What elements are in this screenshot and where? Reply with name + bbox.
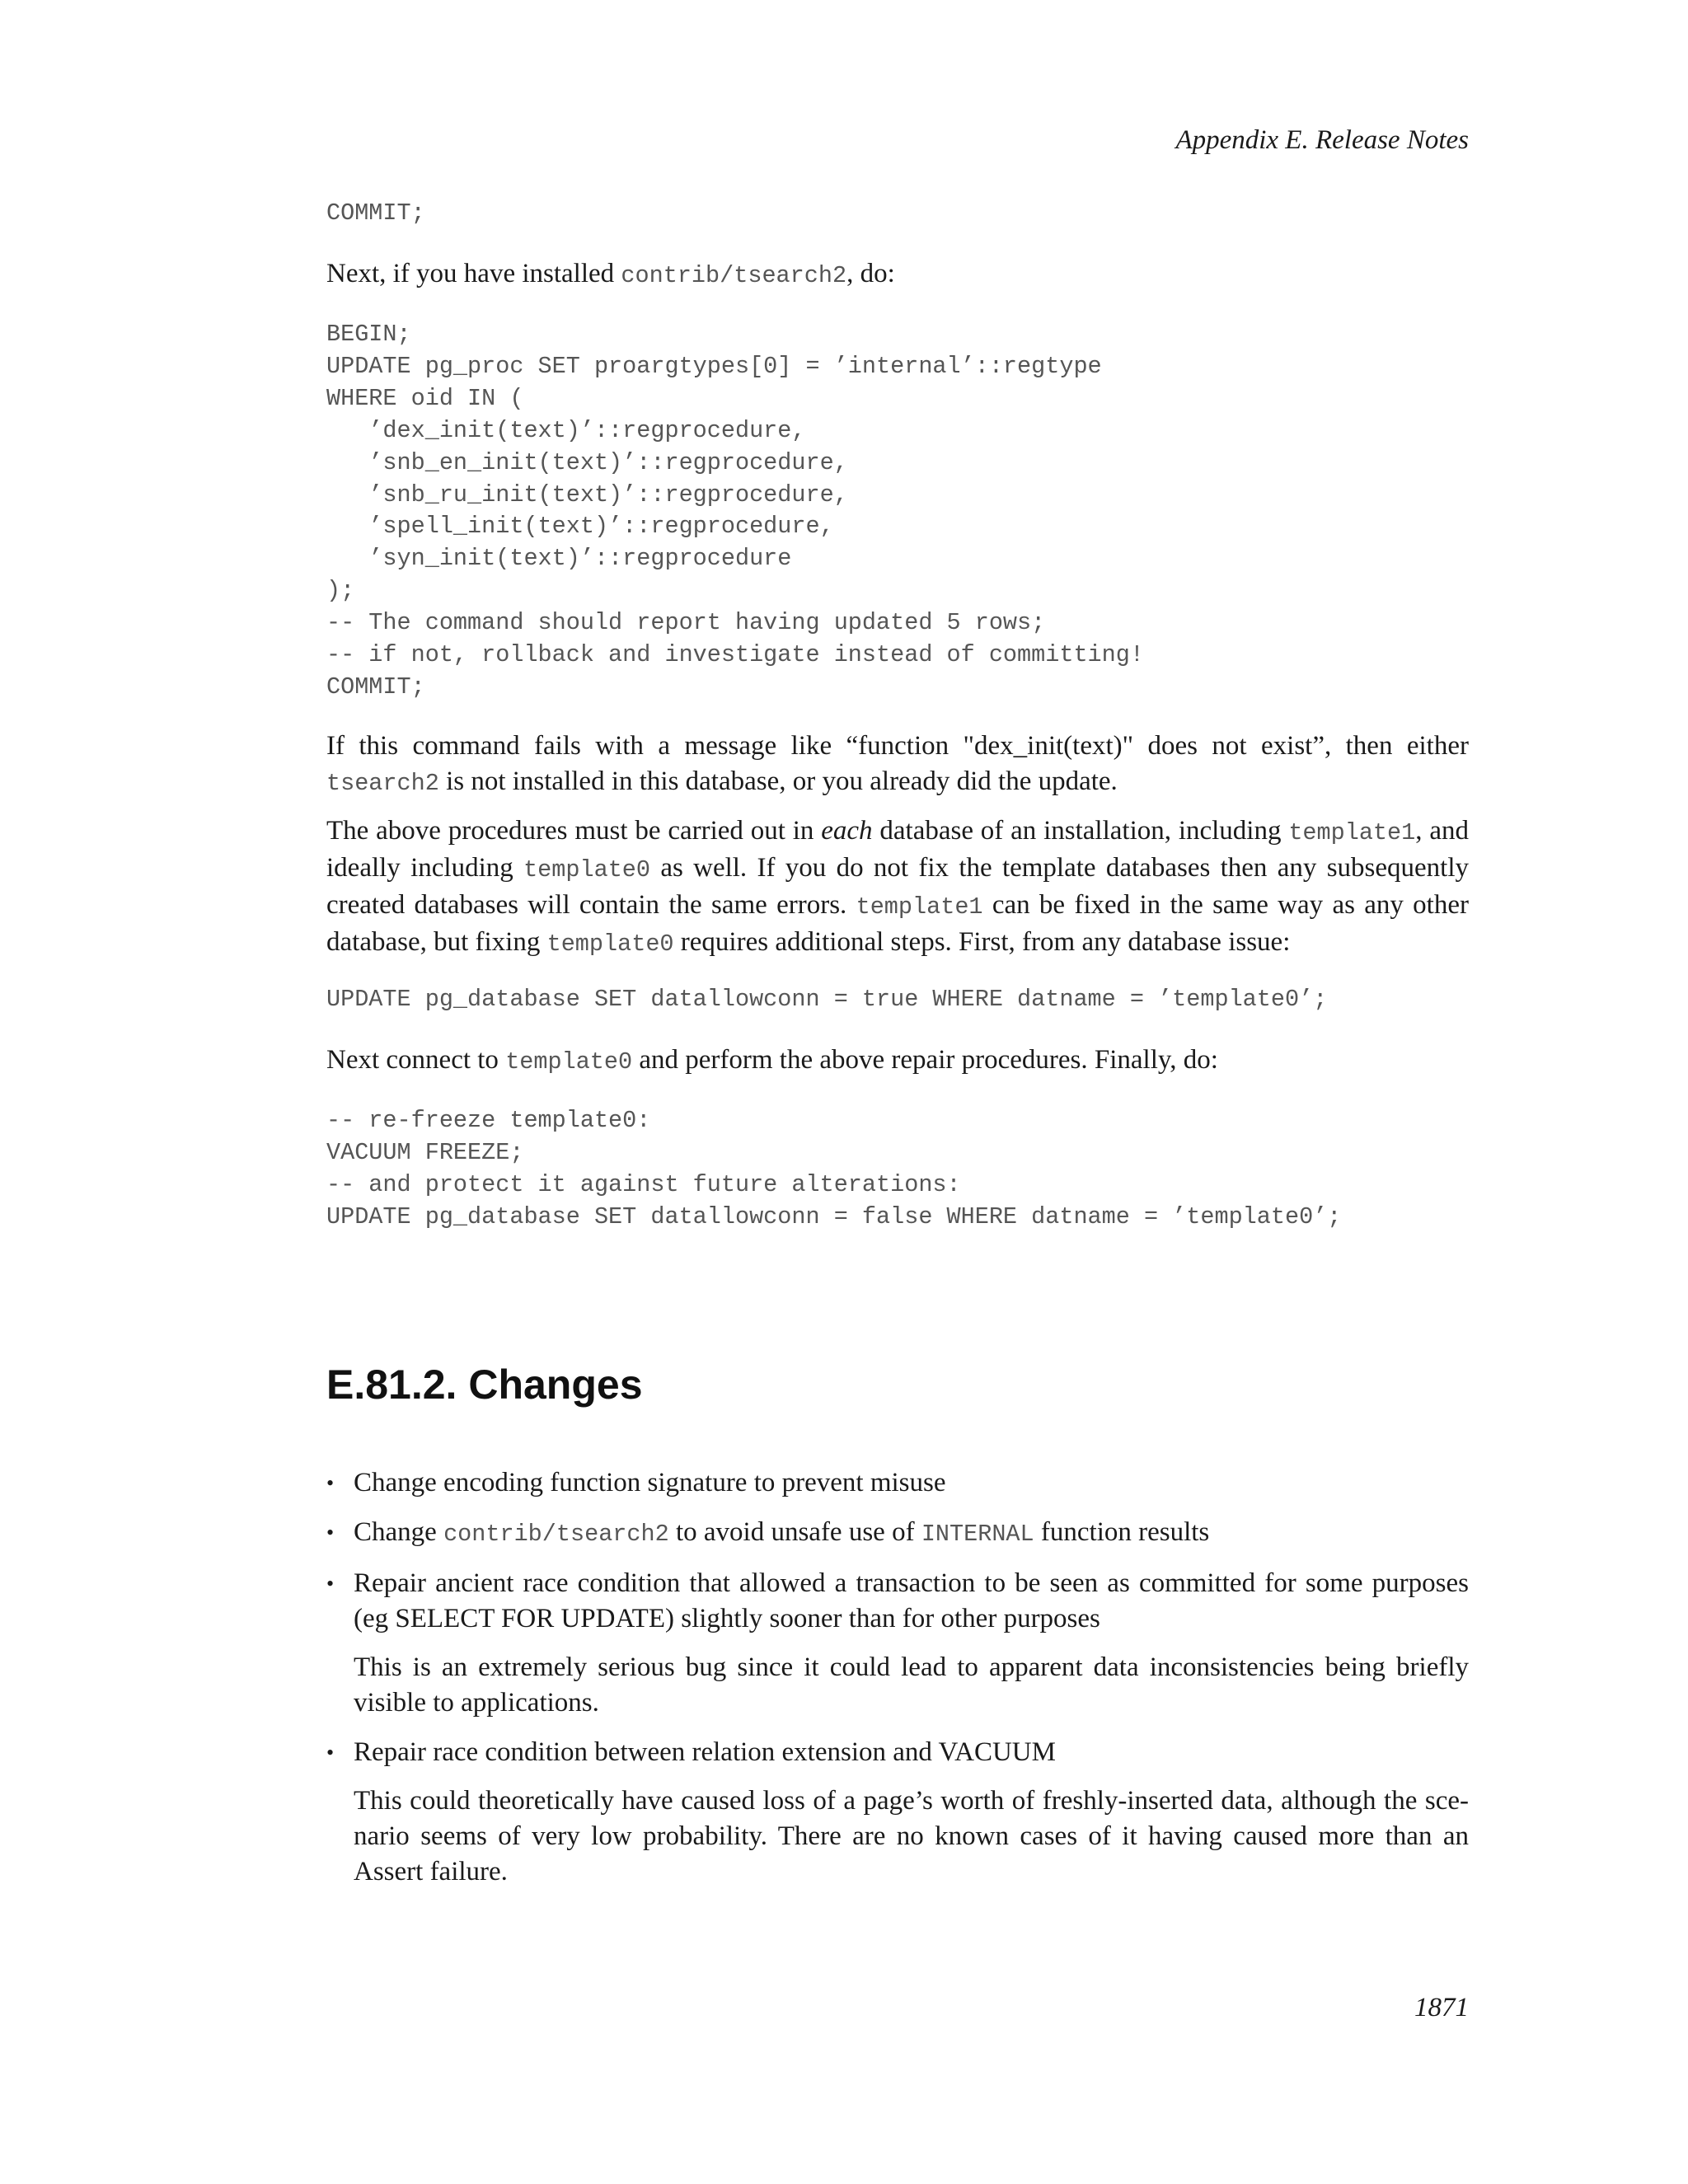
paragraph-next-tsearch2: Next, if you have installed contrib/tsearch2, do: [326,259,895,289]
code-block-refreeze [326,1105,1341,1234]
code-line: -- if not, rollback and investigate instead of committing! [326,641,1144,669]
code-line: ’spell_init(text)’::regprocedure, [368,513,834,541]
code-line: ); [326,577,355,605]
paragraph-command-fails: If this command fails with a message like “function "dex_init(text)" does not exist”, then either tsearch2 is not installed in this database, or you already did the update. [326,731,1469,797]
list-item: • Repair race condition between relation extension and VACUUM This could theoretically have caused loss of a page’s worth of freshly-inserted data, although the sce- nario seems of very low probability. There are no known cases of it having caused more than an Assert failure. [326,1735,1469,1890]
list-item: • Repair ancient race condition that allowed a transaction to be seen as committed for some purposes (eg SELECT FOR UPDATE) slightly sooner than for other purposes This is an extremely serious bug since it could lead to apparent data inconsistencies being briefly visible to applications. [326,1566,1469,1721]
inline-code: template1 [1288,819,1416,846]
changes-list [326,1465,1469,1890]
inline-code: tsearch2 [326,770,439,797]
inline-code: INTERNAL [921,1521,1034,1548]
list-item: • Change encoding function signature to prevent misuse [326,1465,1469,1501]
list-item: • Change contrib/tsearch2 to avoid unsafe use of INTERNAL function results [326,1515,1469,1552]
item-note: This is an extremely serious bug since it could lead to apparent data inconsistencies being briefly visible to applications. [354,1652,1469,1718]
code-line: ’syn_init(text)’::regprocedure [368,545,792,573]
section-heading: E.81.2. Changes [326,1361,643,1408]
inline-code: contrib/tsearch2 [621,262,847,289]
code-line: ’snb_ru_init(text)’::regprocedure, [368,480,848,509]
inline-code: template0 [505,1048,633,1076]
code-line: BEGIN; [326,321,411,348]
item-note: This could theoretically have caused loss of a page’s worth of freshly-inserted data, although the sce- nario seems of very low probability. There are no known cases of it having caused more than an Assert failure. [354,1786,1469,1886]
code-block-commit: COMMIT; [326,199,425,227]
code-line: UPDATE pg_proc SET proargtypes[0] = ’internal’::regtype [326,352,1102,380]
emphasis: each [821,816,873,846]
code-line: VACUUM FREEZE; [326,1138,524,1166]
page-number: 1871 [1414,1993,1469,2022]
code-line: WHERE oid IN ( [326,384,524,412]
code-line: ’dex_init(text)’::regprocedure, [368,416,806,444]
code-line: ’snb_en_init(text)’::regprocedure, [368,448,848,476]
inline-code: template0 [546,930,674,958]
paragraph-template-procedures: The above procedures must be carried out in each database of an installation, including template1, and ideally including template0 as well. If you do not fix the template databases then any subsequently created databases will contain the same errors. template1 can be fixed in the same way as any other database, but fixing template0 requires additional steps. First, from any database issue: [326,816,1470,958]
code-block-tsearch2-fix [326,319,1144,704]
code-line: -- and protect it against future alterations: [326,1170,961,1198]
code-line: COMMIT; [326,673,425,701]
code-line: -- re-freeze template0: [326,1107,651,1134]
code-line: -- The command should report having updated 5 rows; [326,609,1046,637]
inline-code: contrib/tsearch2 [443,1521,669,1548]
code-line: UPDATE pg_database SET datallowconn = false WHERE datname = ’template0’; [326,1202,1342,1230]
running-header: Appendix E. Release Notes [1175,125,1469,155]
inline-code: template1 [856,893,983,921]
code-block-allowconn: UPDATE pg_database SET datallowconn = true WHERE datname = ’template0’; [326,986,1328,1013]
paragraph-connect-template0: Next connect to template0 and perform the above repair procedures. Finally, do: [326,1045,1218,1076]
inline-code: template0 [523,856,651,883]
